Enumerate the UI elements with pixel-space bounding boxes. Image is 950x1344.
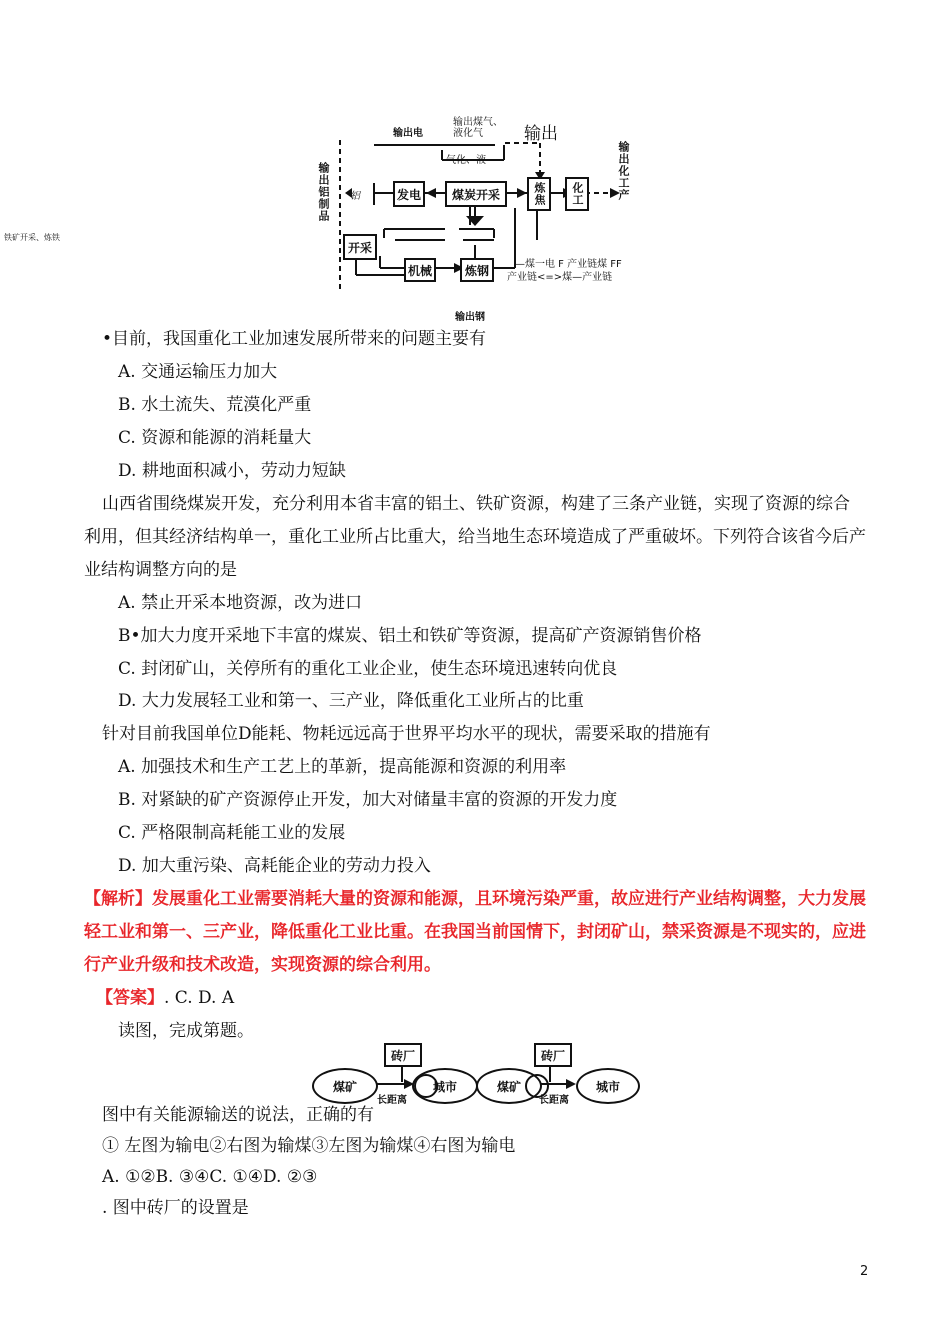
q3-option-a: A. 加强技术和生产工艺上的革新，提高能源和资源的利用率 bbox=[118, 757, 567, 777]
box-steelmaking: 炼钢 bbox=[460, 258, 494, 282]
q1-option-b: B. 水土流失、荒漠化严重 bbox=[118, 395, 312, 415]
q3-option-b: B. 对紧缺的矿产资源停止开发，加大对储量丰富的资源的开发力度 bbox=[118, 790, 618, 810]
q2-option-d: D. 大力发展轻工业和第一、三产业，降低重化工业所占的比重 bbox=[118, 691, 584, 711]
q2-option-b: B•加大力度开采地下丰富的煤炭、铝土和铁矿等资源，提高矿产资源销售价格 bbox=[118, 626, 702, 646]
box-power-generation: 发电 bbox=[393, 181, 425, 207]
label-output-liquefied-gas: 液化气 bbox=[453, 128, 483, 139]
brick-factory-right: 砖厂 bbox=[534, 1043, 572, 1067]
coal-mine-right: 煤矿 bbox=[476, 1068, 542, 1104]
q3-stem: 针对目前我国单位D能耗、物耗远远高于世界平均水平的现状，需要采取的措施有 bbox=[102, 724, 711, 744]
analysis-line-3: 行产业升级和技术改造，实现资源的综合利用。 bbox=[84, 955, 441, 975]
box-coking: 炼焦 bbox=[527, 177, 551, 211]
page-number: 2 bbox=[860, 1264, 869, 1279]
box-chemical: 化工 bbox=[565, 177, 589, 211]
q3-option-d: D. 加大重污染、高耗能企业的劳动力投入 bbox=[118, 856, 431, 876]
q2-stem-line-2: 利用，但其经济结构单一，重化工业所占比重大，给当地生态环境造成了严重破坏。下列符合该省今后产 bbox=[84, 527, 866, 547]
figure2-lines bbox=[0, 1030, 950, 1110]
label-aluminum: 铝 bbox=[350, 191, 360, 202]
analysis-line-1: 【解析】发展重化工业需要消耗大量的资源和能源，且环境污染严重，故应进行产业结构调整，大力发展 bbox=[84, 889, 866, 909]
label-iron-mining: 铁矿开采、炼铁 bbox=[4, 233, 60, 242]
q4-statements: ① 左图为输电②右图为输煤③左图为输煤④右图为输电 bbox=[102, 1136, 516, 1156]
city-right: 城市 bbox=[576, 1068, 640, 1104]
legend-line-2: 产业链<=>煤—产业链 bbox=[507, 272, 613, 283]
q1-option-a: A. 交通运输压力加大 bbox=[118, 362, 278, 382]
box-coal-mining: 煤炭开采 bbox=[445, 181, 507, 207]
answer-line bbox=[96, 987, 234, 1009]
legend-line-1: —煤一电 F 产业链煤 FF bbox=[515, 259, 622, 270]
brick-factory-left: 砖厂 bbox=[384, 1043, 422, 1067]
answer-value: . C. D. A bbox=[164, 988, 235, 1008]
q4-intro: 读图，完成第题。 bbox=[118, 1021, 254, 1041]
label-output-chemical: 输出化工产 bbox=[617, 141, 630, 201]
q2-stem-line-1: 山西省围绕煤炭开发，充分利用本省丰富的铝土、铁矿资源，构建了三条产业链，实现了资源的综合 bbox=[102, 494, 850, 514]
label-gasification: 气化、液 bbox=[446, 155, 486, 166]
answer-label: 【答案】 bbox=[96, 988, 164, 1008]
q1-option-c: C. 资源和能源的消耗量大 bbox=[118, 428, 312, 448]
label-output-steel: 输出钢 bbox=[455, 312, 485, 323]
q1-option-d: D. 耕地面积减小，劳动力短缺 bbox=[118, 461, 346, 481]
q4-stem: 图中有关能源输送的说法，正确的有 bbox=[102, 1105, 374, 1125]
coal-mine-left: 煤矿 bbox=[312, 1068, 378, 1104]
q4-choices: A. ①②B. ③④C. ①④D. ②③ bbox=[102, 1167, 318, 1187]
q5-stem: . 图中砖厂的设置是 bbox=[102, 1198, 249, 1218]
q2-option-a: A. 禁止开采本地资源，改为进口 bbox=[118, 593, 363, 613]
label-output: 输出 bbox=[524, 124, 558, 144]
box-mining: 开采 bbox=[343, 234, 377, 260]
label-output-aluminum: 输出铝制品 bbox=[317, 162, 330, 222]
long-distance-label-left: 长距离 bbox=[377, 1095, 407, 1106]
q1-stem: •目前，我国重化工业加速发展所带来的问题主要有 bbox=[102, 329, 487, 349]
label-output-electricity: 输出电 bbox=[393, 128, 423, 139]
q2-option-c: C. 封闭矿山，关停所有的重化工业企业，使生态环境迅速转向优良 bbox=[118, 659, 618, 679]
box-machinery: 机械 bbox=[404, 258, 436, 282]
analysis-line-2: 轻工业和第一、三产业，降低重化工业比重。在我国当前国情下，封闭矿山，禁采资源是不现实的，应进 bbox=[84, 922, 866, 942]
long-distance-label-right: 长距离 bbox=[539, 1095, 569, 1106]
city-left: 城市 bbox=[412, 1068, 478, 1104]
label-output-gas: 输出煤气、 bbox=[453, 117, 503, 128]
q2-stem-line-3: 业结构调整方向的是 bbox=[84, 560, 237, 580]
q3-option-c: C. 严格限制高耗能工业的发展 bbox=[118, 823, 346, 843]
